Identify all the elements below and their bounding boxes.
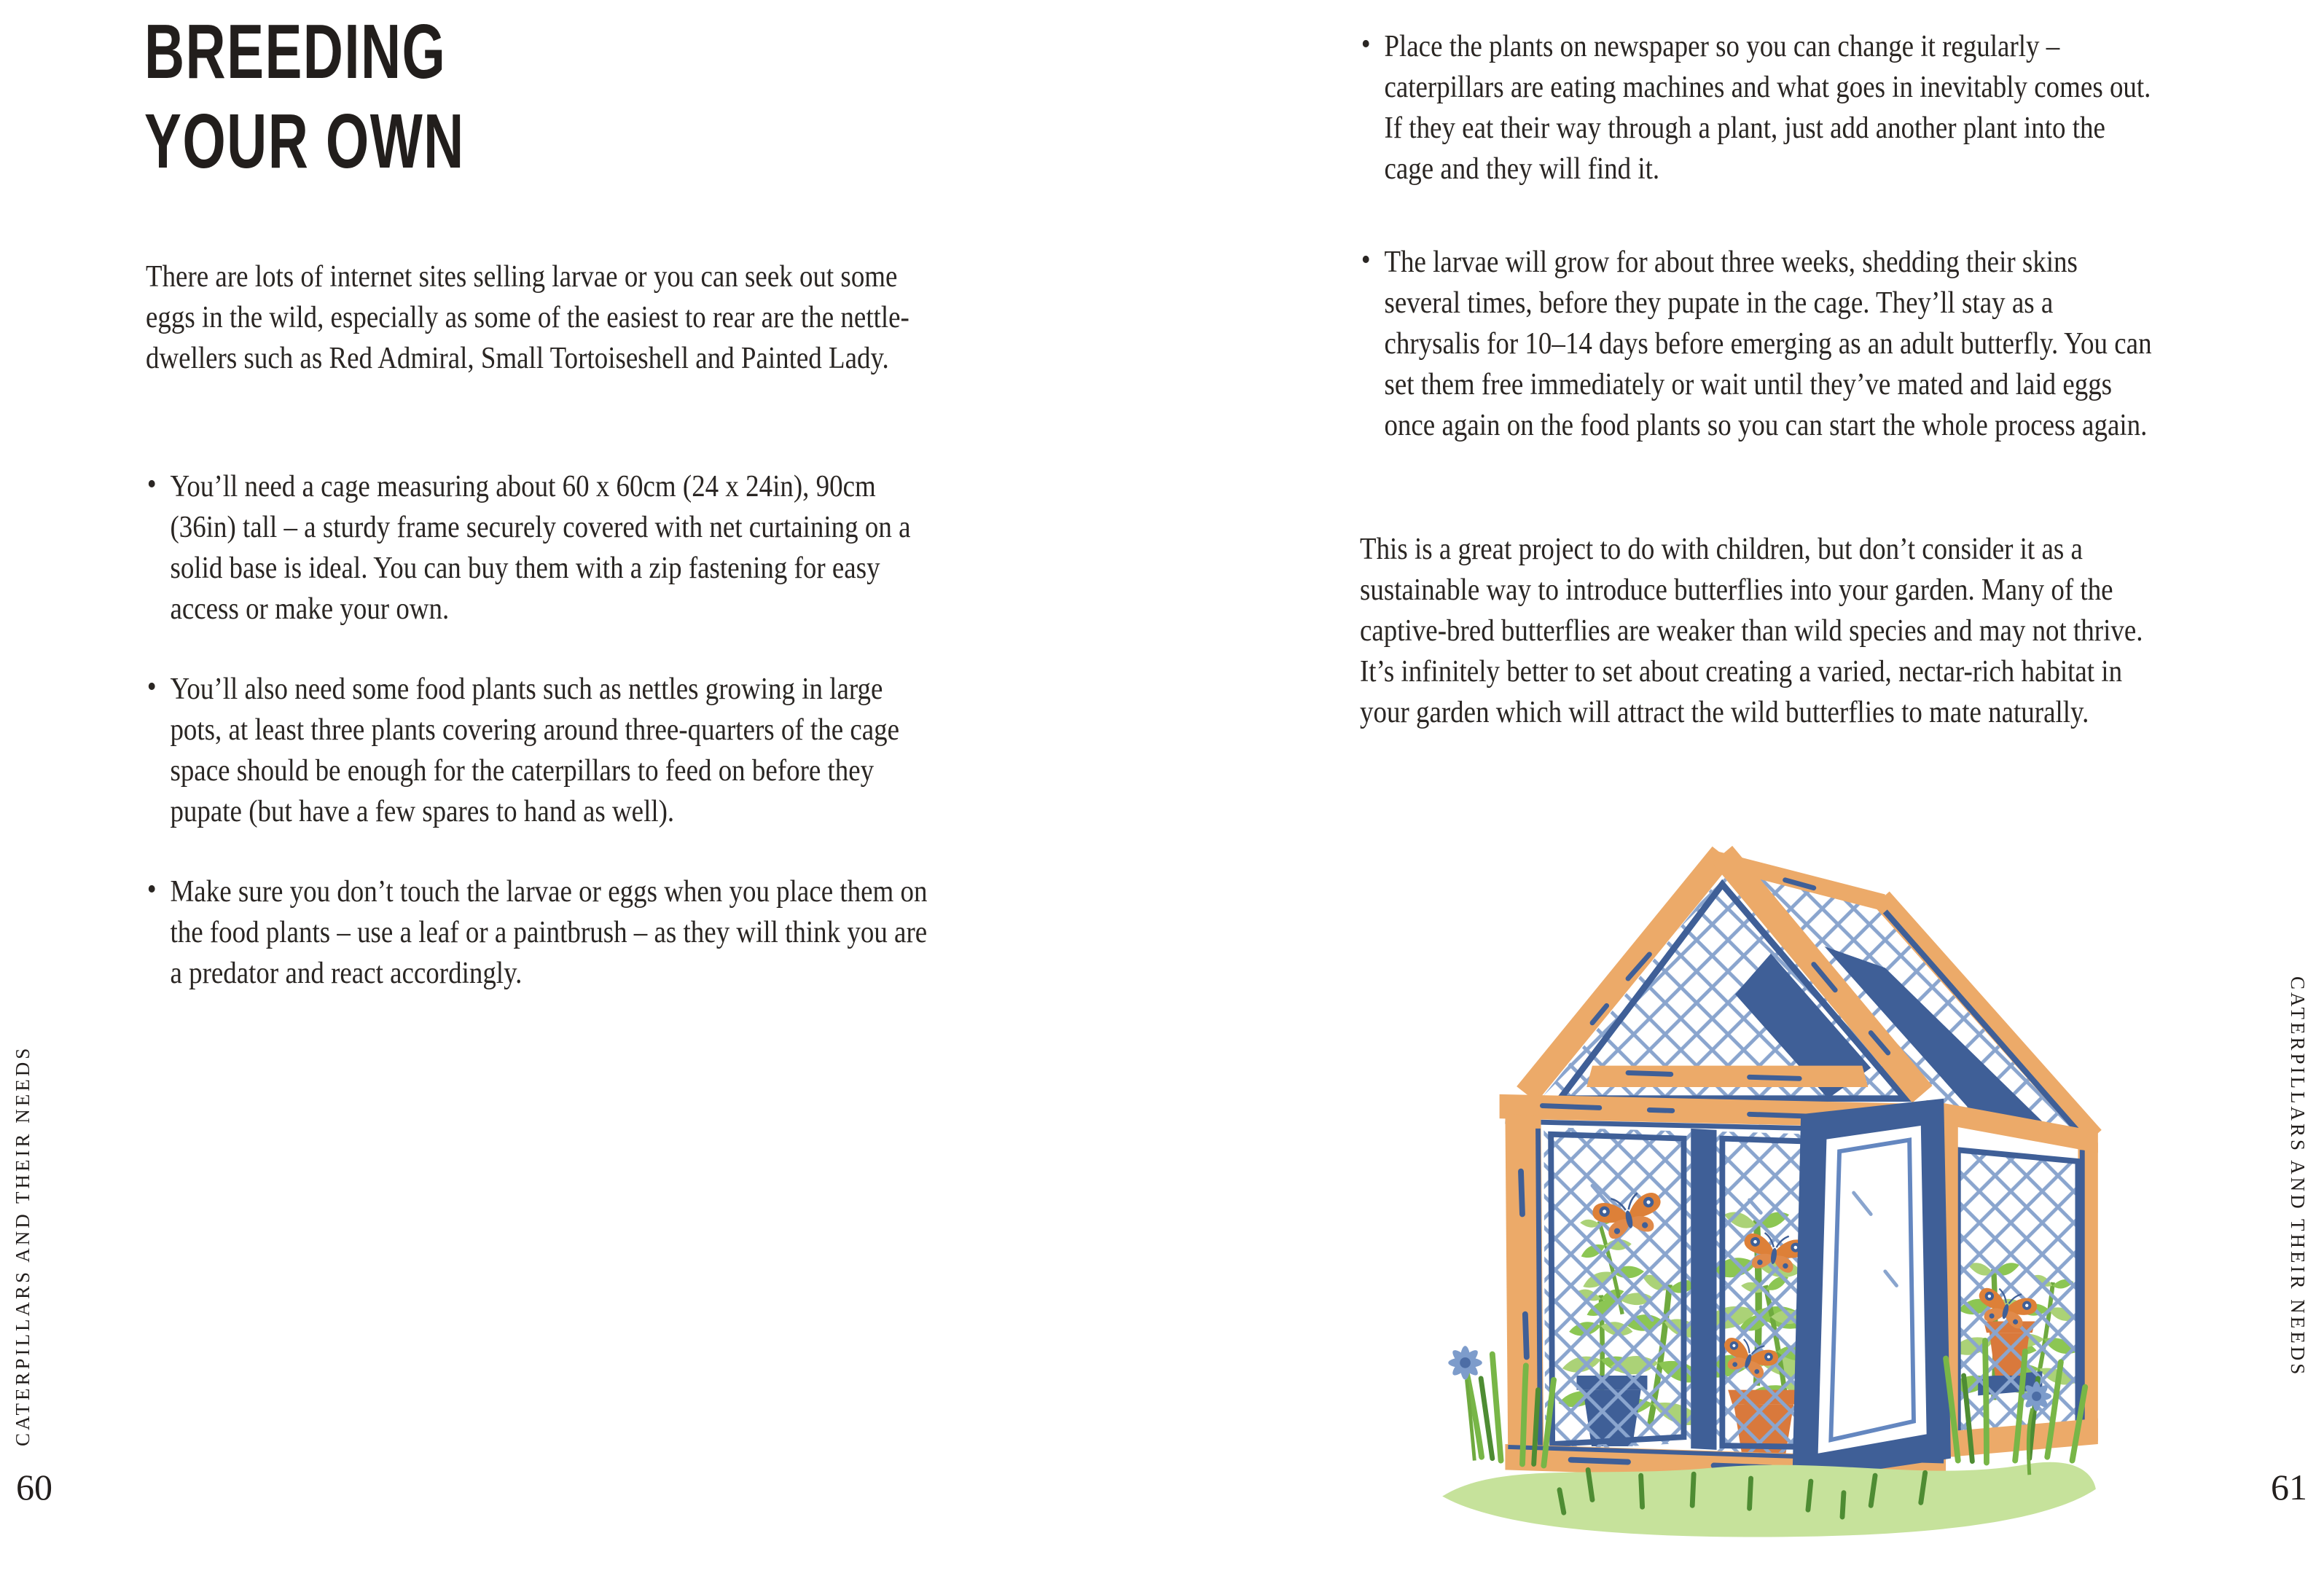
right-page-number: 61 [2271,1467,2307,1507]
intro-paragraph: There are lots of internet sites selling larvae or you can seek out some eggs in the wild, especially as some of the easiest to rear are the nettle-dwellers such as Red Admiral, Small Tortoiseshell and Painted Lady. [146,260,909,375]
page-title [144,7,465,187]
bullet-item [146,871,941,994]
bullet-item [146,466,941,630]
greenhouse-illustration [1414,812,2128,1545]
right-running-sidebar: CATERPILLARS AND THEIR NEEDS [2287,976,2309,1378]
bullet-text: The larvae will grow for about three weeks, shedding their skins several times, before they pupate in the cage. They’ll stay as a chrysalis for 10–14 days before emerging as an adult butterfly. You can set them free immediately or wait until they’ve mated and laid eggs once again on the food plants so you can start the whole process again. [1384,246,2152,442]
open-door [1792,1099,1951,1482]
bullet-item [1360,242,2155,446]
bullet-marker: • [1361,243,1371,277]
bullet-text: Make sure you don’t touch the larvae or eggs when you place them on the food plants – use a leaf or a paintbrush – as they will think you are a predator and react accordingly. [170,875,928,990]
closing-paragraph: This is a great project to do with children, but don’t consider it as a sustainable way to introduce butterflies into your garden. Many of the captive-bred butterflies are weaker than wild species and may not thrive. It’s infinitely better to set about creating a varied, nectar-rich habitat in your garden which will attract the wild butterflies to mate naturally. [1360,533,2143,729]
bullet-item [1360,26,2155,189]
bullet-text: You’ll need a cage measuring about 60 x 60cm (24 x 24in), 90cm (36in) tall – a sturdy frame securely covered with net curtaining on a solid base is ideal. You can buy them with a zip fastening for easy access or make your own. [170,470,911,626]
bullet-marker: • [146,873,157,906]
bullet-marker: • [146,468,157,501]
bullet-text: Place the plants on newspaper so you can change it regularly – caterpillars are eating machines and what goes in inevitably comes out. If they eat their way through a plant, just add another plant into the cage and they will find it. [1384,30,2151,186]
bullet-item [146,669,941,832]
bullet-text: You’ll also need some food plants such as nettles growing in large pots, at least three plants covering around three-quarters of the cage space should be enough for the caterpillars to feed on before they pupate (but have a few spares to hand as well). [170,673,900,828]
bullet-marker: • [146,670,157,704]
page-title-line1: BREEDING [144,9,447,95]
bullet-marker: • [1361,28,1371,61]
cornflower-icon [1448,1346,1482,1380]
page-title-line2: YOUR OWN [144,98,465,184]
cornflower-icon [2022,1381,2051,1411]
left-running-sidebar: CATERPILLARS AND THEIR NEEDS [12,1045,34,1446]
left-page-number: 60 [16,1467,52,1507]
